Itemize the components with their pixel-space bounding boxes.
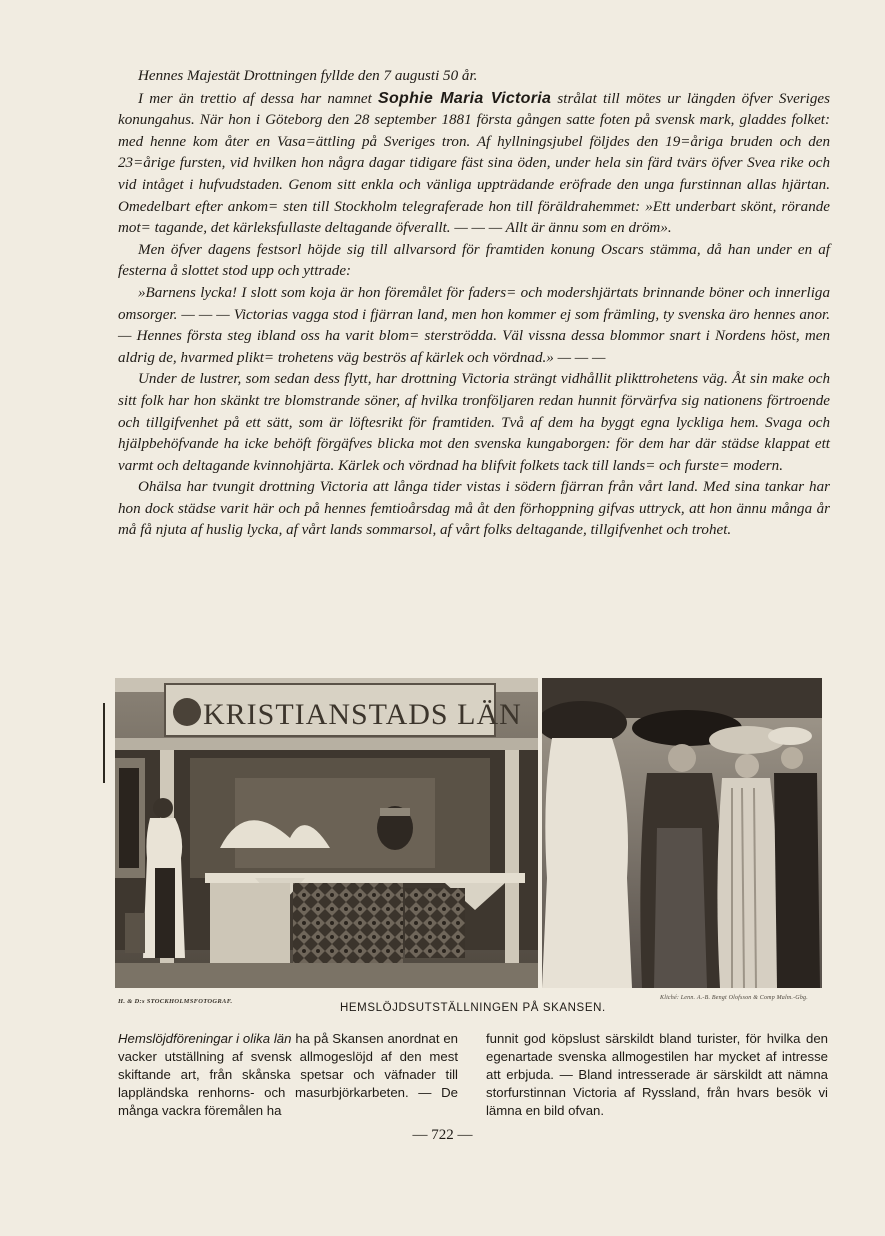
- booth-sign: KRISTIANSTADS LÄN: [203, 698, 522, 731]
- paragraph-2-body: strålat till mötes ur längden öfver Sveriges konungahus. När hon i Göteborg den 28 september 1881 första gången satte foten på svensk mark, gladdes folket: med henne kom åter en Vasa=ättling på Sveriges tron. Af hyllningsjubel följdes den 19=åriga bruden och den 23=årige fursten, vid hvilken hon några dagar tidigare fäst sina öden, under hela sin färd tvärs öfver Svea rike och vid intåget i hufvudstaden. Genom sitt enkla och vänliga uppträdande eröfrade den unga furstinnan allas hjärtan. Omedelbart efter ankom= sten till Stockholm telegraferade hon till föräldrahemmet: »Ett underbart skönt, rörande mot= tagande, det kärleksfullaste deltagande öfverallt. — — — Allt är ännu som en dröm».: [118, 90, 830, 237]
- paragraph-4: »Barnens lycka! I slott som koja är hon föremålet för faders= och modershjärtats brinnande böner och innerliga omsorger. — — — Victorias vagga stod i fjärran land, men hon kommer ej som främling, ty svenska äro hennes anor. — Hennes första steg ibland oss ha varit blom= sterströdda. Väl vissna dessa blommor snart i Nordens höst, men aldrig de, hvarmed plikt= trohetens väg beströs af kärlek och vördnad.» — — —: [118, 284, 830, 366]
- engraver-credit: Kliché: Lenn. A.-B. Bengt Olofsson & Comp Malm.-Gbg.: [660, 995, 808, 1001]
- photographer-credit: H. & D:s STOCKHOLMSFOTOGRAF.: [118, 998, 233, 1005]
- queen-name: Sophie Maria Victoria: [377, 89, 552, 107]
- paragraph-6: Ohälsa har tvungit drottning Victoria att långa tider vistas i södern fjärran från vårt land. Med sina tankar har hon dock städse varit här och på hennes femtioårsdag må åt den förhoppning gifvas uttryck, att hon ännu många år må få njuta af huslig lycka, af vårt lands sommarsol, af vårt folks deltagande, tillgifvenhet och trohet.: [118, 479, 830, 539]
- exhibition-booth-photo: [115, 678, 538, 988]
- article-text: [118, 66, 830, 542]
- column-left: [118, 1030, 458, 1120]
- paragraph-2: [118, 88, 830, 240]
- paragraph-3: Men öfver dagens festsorl höjde sig till allvarsord för framtiden konung Oscars stämma, då han under en af festerna å slottet stod upp och yttrade:: [118, 241, 830, 280]
- column-right: funnit god köpslust särskildt bland turister, för hvilka den egenartade svenska allmogestilen har mycket af intresse att erbjuda. — Bland intresserade är särskildt att nämna storfurstinnan Victoria af Ryssland, från hvars besök vi lämna en bild ofvan.: [486, 1031, 828, 1118]
- crowd-photo: [542, 678, 822, 988]
- crowd-photo-illustration: [542, 678, 822, 988]
- paragraph-5: Under de lustrer, som sedan dess flytt, har drottning Victoria strängt vidhållit plikttrohetens väg. Åt sin make och sitt folk har hon skänkt tre blomstrande söner, af hvilka tronföljaren redan hunnit förvärfva sig nationens förtroende och tillgifvenhet på ett sätt, som är löftesrikt för framtiden. Två af dem ha byggt egna lyckliga hem. Svaga och hjälpbehöfvande ha icke behöft förgäfves blicka mot den svenska kungaborgen: för dem har där städse klappat ett varmt och deltagande kvinnohjärta. Kärlek och vördnad ha blifvit folkets tack till lands= och furste= modern.: [118, 371, 830, 474]
- paragraph-1: Hennes Majestät Drottningen fyllde den 7 augusti 50 år.: [138, 68, 478, 84]
- paragraph-2-lead: I mer än trettio af dessa har namnet: [138, 90, 372, 107]
- column-left-body: ha på Skansen anordnat en vacker utställning af svensk allmogeslöjd af den mest skiftande art, från skånska spetsar och väfnader till lappländska renhorns- och masurbjörkarbeten. — De många vackra föremålen ha: [118, 1031, 458, 1118]
- booth-photo-illustration: [115, 678, 538, 988]
- photo-spread: [115, 678, 822, 988]
- column-left-lead: Hemslöjdföreningar i olika län: [118, 1031, 292, 1046]
- page-number: — 722 —: [412, 1127, 473, 1143]
- photo-caption: HEMSLÖJDSUTSTÄLLNINGEN PÅ SKANSEN.: [340, 1002, 606, 1014]
- margin-mark: [103, 703, 105, 783]
